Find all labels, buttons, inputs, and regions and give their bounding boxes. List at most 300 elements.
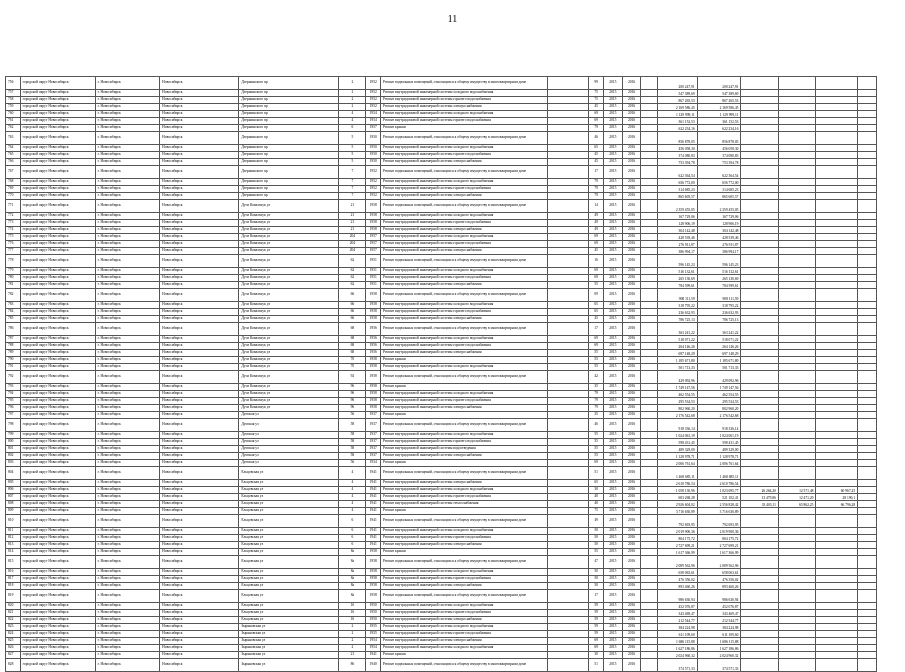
- cell-year-end: 2016: [622, 213, 641, 220]
- cell-house: 4: [339, 508, 366, 515]
- cell-cost5: 66 796,28: [816, 501, 858, 508]
- cell-x: 50: [589, 569, 604, 576]
- cell-street: Дуси Ковальчук ул: [239, 343, 339, 350]
- cell-district: Новосибирск: [160, 282, 239, 289]
- cell-blank3: [858, 282, 877, 289]
- table-row: [6, 118, 877, 125]
- page-number: 11: [447, 14, 458, 25]
- cell-x: 17: [589, 166, 604, 179]
- cell-okrug: городской округ Новосибирск: [20, 535, 95, 542]
- cell-blank2: [641, 309, 658, 316]
- cell-work: Ремонт крыши: [381, 357, 548, 364]
- cell-cost5: [816, 145, 858, 152]
- cell-cost4: [778, 248, 816, 255]
- cell-cost2: 1 129 999,11: [697, 111, 741, 118]
- cell-number: 805: [6, 480, 21, 487]
- cell-city: г. Новосибирск: [95, 309, 160, 316]
- cell-work: Ремонт внутридомовой инженерной системы холодного водоснабжения: [381, 569, 548, 576]
- cell-district: Новосибирск: [160, 268, 239, 275]
- cell-cost3: [741, 97, 779, 104]
- cell-number: 771: [6, 200, 21, 213]
- cell-work: Ремонт крыши: [381, 384, 548, 391]
- cell-work: Ремонт крыши: [381, 508, 548, 515]
- cell-blank: [547, 111, 589, 118]
- cell-blank3: [858, 309, 877, 316]
- table-row: [6, 343, 877, 350]
- cell-district: Новосибирск: [160, 508, 239, 515]
- cell-number: 820: [6, 603, 21, 610]
- cell-year-end: 2016: [622, 453, 641, 460]
- cell-blank2: [641, 166, 658, 179]
- cell-number: 818: [6, 583, 21, 590]
- cell-district: Новосибирск: [160, 528, 239, 535]
- cell-district: Новосибирск: [160, 631, 239, 638]
- cell-cost2: 264 146,26: [697, 343, 741, 350]
- cell-okrug: городской округ Новосибирск: [20, 508, 95, 515]
- cell-city: г. Новосибирск: [95, 610, 160, 617]
- cell-cost: 1 058 130,96: [658, 487, 698, 494]
- cell-work: Ремонт внутридомовой инженерной системы холодного водоснабжения: [381, 213, 548, 220]
- cell-okrug: городской округ Новосибирск: [20, 336, 95, 343]
- cell-house: 2: [339, 104, 366, 111]
- cell-city: г. Новосибирск: [95, 350, 160, 357]
- cell-work: Ремонт внутридомовой инженерной системы электроснабжения: [381, 617, 548, 624]
- cell-year: 1950: [366, 132, 381, 145]
- table-row: [6, 104, 877, 111]
- cell-cost4: [778, 234, 816, 241]
- cell-year-start: 2015: [603, 132, 622, 145]
- cell-blank: [547, 357, 589, 364]
- cell-cost: 1 749 147,56: [658, 384, 698, 391]
- cell-city: г. Новосибирск: [95, 624, 160, 631]
- cell-city: г. Новосибирск: [95, 268, 160, 275]
- cell-house: 68: [339, 336, 366, 343]
- cell-year-end: 2016: [622, 350, 641, 357]
- cell-okrug: городской округ Новосибирск: [20, 384, 95, 391]
- cell-year-start: 2015: [603, 631, 622, 638]
- cell-cost4: [778, 125, 816, 132]
- cell-cost: 386 994,17: [658, 248, 698, 255]
- cell-blank2: [641, 659, 658, 672]
- cell-cost4: [778, 515, 816, 528]
- cell-year-end: 2016: [622, 132, 641, 145]
- cell-cost: 1 129 999,11: [658, 111, 698, 118]
- cell-district: Новосибирск: [160, 316, 239, 323]
- cell-cost3: [741, 316, 779, 323]
- cell-x: 51: [589, 659, 604, 672]
- cell-cost4: [778, 220, 816, 227]
- cell-cost3: [741, 166, 779, 179]
- cell-street: Дуси Ковальчук ул: [239, 398, 339, 405]
- cell-cost5: 60 967,25: [816, 487, 858, 494]
- cell-okrug: городской округ Новосибирск: [20, 494, 95, 501]
- cell-cost2: 784 599,61: [697, 282, 741, 289]
- cell-district: Новосибирск: [160, 542, 239, 549]
- cell-year: 1950: [366, 145, 381, 152]
- cell-year-end: 2016: [622, 323, 641, 336]
- cell-blank3: [858, 268, 877, 275]
- cell-year-start: 2015: [603, 501, 622, 508]
- table-row: [6, 432, 877, 439]
- cell-cost2: 128 906,19: [697, 220, 741, 227]
- cell-year-end: 2016: [622, 467, 641, 480]
- cell-cost3: [741, 652, 779, 659]
- cell-street: Дуси Ковальчук ул: [239, 391, 339, 398]
- cell-cost4: [778, 111, 816, 118]
- cell-district: Новосибирск: [160, 152, 239, 159]
- table-row: [6, 166, 877, 179]
- cell-blank3: [858, 289, 877, 302]
- cell-number: 777: [6, 248, 21, 255]
- cell-blank2: [641, 323, 658, 336]
- cell-year-end: 2016: [622, 624, 641, 631]
- cell-year: 1941: [366, 487, 381, 494]
- cell-year: 1951: [366, 255, 381, 268]
- cell-district: Новосибирск: [160, 336, 239, 343]
- cell-year-start: 2015: [603, 460, 622, 467]
- cell-blank2: [641, 316, 658, 323]
- cell-cost3: [741, 412, 779, 419]
- cell-work: Ремонт подвальных помещений, относящихся к общему имуществу в многоквартирном доме: [381, 515, 548, 528]
- cell-city: г. Новосибирск: [95, 357, 160, 364]
- cell-okrug: городской округ Новосибирск: [20, 364, 95, 371]
- cell-year: 1941: [366, 501, 381, 508]
- cell-cost2: 2 727 699,21: [697, 542, 741, 549]
- cell-year-start: 2015: [603, 220, 622, 227]
- cell-street: Дуси Ковальчук ул: [239, 234, 339, 241]
- cell-district: Новосибирск: [160, 234, 239, 241]
- cell-street: Дуси Ковальчук ул: [239, 371, 339, 384]
- cell-x: 65: [589, 309, 604, 316]
- cell-year-start: 2015: [603, 446, 622, 453]
- cell-number: 756: [6, 77, 21, 90]
- cell-work: Ремонт внутридомовой инженерной системы холодного водоснабжения: [381, 302, 548, 309]
- cell-cost5: [816, 255, 858, 268]
- cell-x: 45: [589, 159, 604, 166]
- cell-house: 62: [339, 282, 366, 289]
- cell-year-start: 2015: [603, 104, 622, 111]
- table-row: [6, 576, 877, 583]
- cell-cost: 658 063,61: [658, 569, 698, 576]
- cell-cost5: [816, 603, 858, 610]
- cell-street: Дзержинского пр: [239, 186, 339, 193]
- cell-cost5: [816, 316, 858, 323]
- cell-year: 1951: [366, 282, 381, 289]
- cell-blank3: [858, 220, 877, 227]
- cell-cost3: [741, 515, 779, 528]
- cell-blank3: [858, 343, 877, 350]
- cell-cost5: [816, 460, 858, 467]
- cell-number: 827: [6, 652, 21, 659]
- cell-district: Новосибирск: [160, 569, 239, 576]
- cell-x: 46: [589, 419, 604, 432]
- cell-city: г. Новосибирск: [95, 145, 160, 152]
- cell-okrug: городской округ Новосибирск: [20, 77, 95, 90]
- cell-blank3: [858, 590, 877, 603]
- cell-work: Ремонт внутридомовой инженерной системы электроснабжения: [381, 159, 548, 166]
- cell-year: 1958: [366, 364, 381, 371]
- cell-city: г. Новосибирск: [95, 159, 160, 166]
- cell-year-end: 2016: [622, 255, 641, 268]
- cell-year-start: 2015: [603, 268, 622, 275]
- cell-house: 8a: [339, 590, 366, 603]
- cell-year: 1951: [366, 268, 381, 275]
- cell-blank: [547, 248, 589, 255]
- cell-blank3: [858, 515, 877, 528]
- cell-blank2: [641, 515, 658, 528]
- cell-cost3: [741, 467, 779, 480]
- cell-cost: 656 772,00: [658, 179, 698, 186]
- cell-city: г. Новосибирск: [95, 446, 160, 453]
- cell-district: Новосибирск: [160, 213, 239, 220]
- cell-x: 45: [589, 316, 604, 323]
- cell-blank2: [641, 371, 658, 384]
- cell-street: Ельцовская ул: [239, 610, 339, 617]
- cell-cost5: [816, 624, 858, 631]
- cell-year-start: 2015: [603, 90, 622, 97]
- cell-street: Дуси Ковальчук ул: [239, 309, 339, 316]
- cell-number: 776: [6, 241, 21, 248]
- cell-blank2: [641, 460, 658, 467]
- cell-x: 09: [589, 289, 604, 302]
- cell-work: Ремонт подвальных помещений, относящихся к общему имуществу в многоквартирном доме: [381, 200, 548, 213]
- cell-cost4: [778, 316, 816, 323]
- cell-cost3: [741, 132, 779, 145]
- cell-blank2: [641, 494, 658, 501]
- cell-year-start: 2015: [603, 652, 622, 659]
- cell-x: 59: [589, 631, 604, 638]
- cell-year-start: 2015: [603, 248, 622, 255]
- cell-cost2: 2 176 542,68: [697, 412, 741, 419]
- cell-cost4: [778, 145, 816, 152]
- cell-blank: [547, 480, 589, 487]
- cell-cost: 2 727 699,21: [658, 542, 698, 549]
- cell-cost: 784 599,61: [658, 282, 698, 289]
- cell-blank3: [858, 166, 877, 179]
- cell-cost5: [816, 412, 858, 419]
- cell-cost: 1 468 685,11: [658, 467, 698, 480]
- cell-x: 17: [589, 323, 604, 336]
- cell-blank2: [641, 364, 658, 371]
- cell-cost3: [741, 193, 779, 200]
- cell-number: 800: [6, 439, 21, 446]
- cell-okrug: городской округ Новосибирск: [20, 556, 95, 569]
- cell-cost2: 865 605,57: [697, 193, 741, 200]
- cell-cost2: 867 265,53: [697, 97, 741, 104]
- cell-cost3: [741, 200, 779, 213]
- cell-cost5: [816, 118, 858, 125]
- cell-cost: 361 152,53: [658, 118, 698, 125]
- cell-x: 50: [589, 535, 604, 542]
- cell-house: 8a: [339, 549, 366, 556]
- cell-cost2: 386 994,17: [697, 248, 741, 255]
- cell-number: 778: [6, 255, 21, 268]
- cell-blank: [547, 610, 589, 617]
- cell-number: 815: [6, 556, 21, 569]
- cell-city: г. Новосибирск: [95, 289, 160, 302]
- cell-street: Зыряновская ул: [239, 631, 339, 638]
- table-row: [6, 145, 877, 152]
- table-row: [6, 316, 877, 323]
- table-row: [6, 357, 877, 364]
- cell-year-start: 2015: [603, 603, 622, 610]
- cell-cost4: [778, 583, 816, 590]
- cell-year-start: 2015: [603, 556, 622, 569]
- cell-cost: 264 146,26: [658, 343, 698, 350]
- cell-year: 1952: [366, 77, 381, 90]
- cell-work: Ремонт внутридомовой инженерной системы горячего водоснабжения: [381, 275, 548, 282]
- cell-number: 817: [6, 576, 21, 583]
- cell-x: 55: [589, 282, 604, 289]
- cell-cost4: [778, 405, 816, 412]
- cell-district: Новосибирск: [160, 343, 239, 350]
- cell-cost4: [778, 193, 816, 200]
- cell-x: 59: [589, 610, 604, 617]
- cell-year-start: 2015: [603, 569, 622, 576]
- cell-year-end: 2016: [622, 111, 641, 118]
- cell-blank3: [858, 357, 877, 364]
- cell-cost4: [778, 77, 816, 90]
- cell-district: Новосибирск: [160, 501, 239, 508]
- cell-year: 1952: [366, 186, 381, 193]
- cell-blank: [547, 193, 589, 200]
- cell-okrug: городской округ Новосибирск: [20, 90, 95, 97]
- cell-city: г. Новосибирск: [95, 220, 160, 227]
- cell-cost5: [816, 90, 858, 97]
- cell-okrug: городской округ Новосибирск: [20, 446, 95, 453]
- table-row: [6, 255, 877, 268]
- cell-blank3: [858, 384, 877, 391]
- cell-work: Ремонт внутридомовой инженерной системы горячего водоснабжения: [381, 97, 548, 104]
- cell-house: 66: [339, 316, 366, 323]
- cell-number: 773: [6, 220, 21, 227]
- cell-cost: 893 460,26: [658, 583, 698, 590]
- cell-number: 794: [6, 391, 21, 398]
- cell-number: 766: [6, 159, 21, 166]
- cell-blank: [547, 494, 589, 501]
- cell-work: Ремонт внутридомовой инженерной системы электроснабжения: [381, 316, 548, 323]
- cell-street: Дуси Ковальчук ул: [239, 268, 339, 275]
- cell-blank2: [641, 152, 658, 159]
- table-row: [6, 624, 877, 631]
- cell-year-start: 2015: [603, 528, 622, 535]
- cell-district: Новосибирск: [160, 432, 239, 439]
- cell-cost: 792 693,95: [658, 515, 698, 528]
- cell-okrug: городской округ Новосибирск: [20, 104, 95, 111]
- cell-number: 762: [6, 125, 21, 132]
- cell-year-start: 2015: [603, 125, 622, 132]
- cell-city: г. Новосибирск: [95, 336, 160, 343]
- cell-okrug: городской округ Новосибирск: [20, 268, 95, 275]
- cell-year-end: 2016: [622, 220, 641, 227]
- cell-cost5: [816, 241, 858, 248]
- table-row: [6, 248, 877, 255]
- cell-blank3: [858, 405, 877, 412]
- cell-city: г. Новосибирск: [95, 398, 160, 405]
- cell-blank2: [641, 77, 658, 90]
- cell-x: 35: [589, 412, 604, 419]
- cell-year-end: 2016: [622, 638, 641, 645]
- cell-city: г. Новосибирск: [95, 97, 160, 104]
- cell-house: 21: [339, 652, 366, 659]
- cell-house: 21: [339, 220, 366, 227]
- cell-cost: 908 111,59: [658, 289, 698, 302]
- cell-city: г. Новосибирск: [95, 652, 160, 659]
- cell-year-end: 2016: [622, 364, 641, 371]
- cell-cost3: [741, 659, 779, 672]
- cell-number: 779: [6, 268, 21, 275]
- cell-street: Дзержинского пр: [239, 152, 339, 159]
- cell-cost5: [816, 213, 858, 220]
- table-row: [6, 487, 877, 494]
- cell-year-start: 2015: [603, 179, 622, 186]
- cell-district: Новосибирск: [160, 275, 239, 282]
- cell-blank3: [858, 583, 877, 590]
- cell-number: 761: [6, 118, 21, 125]
- cell-year: 1956: [366, 350, 381, 357]
- cell-cost3: [741, 364, 779, 371]
- cell-cost: 236 632,93: [658, 309, 698, 316]
- cell-year-end: 2016: [622, 302, 641, 309]
- cell-cost3: [741, 159, 779, 166]
- cell-district: Новосибирск: [160, 659, 239, 672]
- cell-cost: 598 431,45: [658, 439, 698, 446]
- cell-cost3: [741, 302, 779, 309]
- cell-cost4: [778, 227, 816, 234]
- cell-cost5: [816, 336, 858, 343]
- cell-year-start: 2015: [603, 336, 622, 343]
- cell-street: Дзержинского пр: [239, 77, 339, 90]
- cell-year-start: 2015: [603, 145, 622, 152]
- cell-cost: 1 024 061,19: [658, 432, 698, 439]
- cell-blank2: [641, 336, 658, 343]
- cell-city: г. Новосибирск: [95, 371, 160, 384]
- cell-cost: 622 234,16: [658, 125, 698, 132]
- cell-x: 55: [589, 549, 604, 556]
- cell-district: Новосибирск: [160, 166, 239, 179]
- cell-city: г. Новосибирск: [95, 118, 160, 125]
- cell-house: 2: [339, 638, 366, 645]
- cell-year-end: 2016: [622, 159, 641, 166]
- cell-x: 55: [589, 446, 604, 453]
- cell-cost: 697 148,29: [658, 350, 698, 357]
- cell-year-end: 2016: [622, 118, 641, 125]
- cell-blank2: [641, 193, 658, 200]
- cell-okrug: городской округ Новосибирск: [20, 159, 95, 166]
- cell-cost: 452 076,87: [658, 603, 698, 610]
- cell-work: Ремонт внутридомовой инженерной системы холодного водоснабжения: [381, 90, 548, 97]
- cell-okrug: городской округ Новосибирск: [20, 432, 95, 439]
- cell-blank3: [858, 659, 877, 672]
- cell-blank2: [641, 432, 658, 439]
- cell-x: 55: [589, 453, 604, 460]
- cell-cost2: 276 911,87: [697, 241, 741, 248]
- cell-blank2: [641, 248, 658, 255]
- cell-x: 40: [589, 494, 604, 501]
- cell-cost2: 374 571,33: [697, 659, 741, 672]
- cell-cost2: 2 019 900,36: [697, 528, 741, 535]
- cell-okrug: городской округ Новосибирск: [20, 309, 95, 316]
- cell-cost5: [816, 405, 858, 412]
- cell-cost2: 622 364,54: [697, 166, 741, 179]
- cell-cost4: [778, 159, 816, 166]
- table-row: [6, 412, 877, 419]
- table-row: [6, 446, 877, 453]
- cell-district: Новосибирск: [160, 241, 239, 248]
- cell-work: Ремонт внутридомовой инженерной системы электроснабжения: [381, 350, 548, 357]
- cell-x: 46: [589, 132, 604, 145]
- cell-x: 79: [589, 391, 604, 398]
